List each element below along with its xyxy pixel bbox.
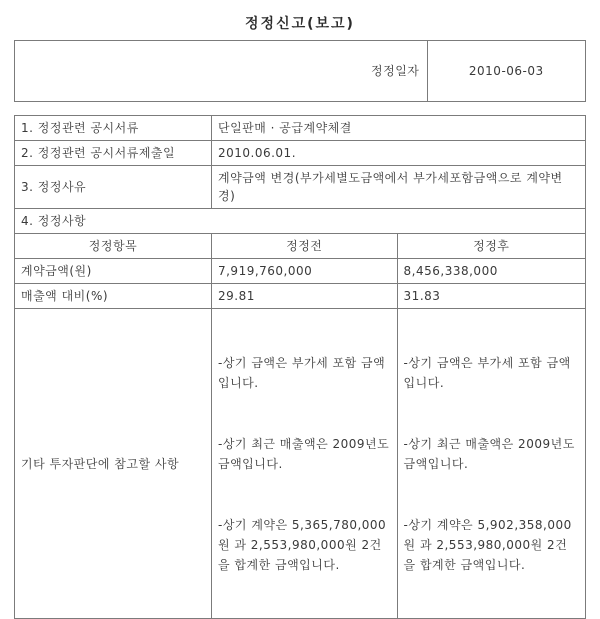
note-line: -상기 계약은 5,902,358,000원 과 2,553,980,000원 2건을 합계한 금액입니다.	[403, 517, 572, 572]
info-label-submission-date: 2. 정정관련 공시서류제출일	[15, 141, 212, 166]
note-line: -상기 최근 매출액은 2009년도 금액입니다.	[403, 436, 580, 472]
info-value-documents: 단일판매 · 공급계약체결	[211, 116, 585, 141]
row-sales-ratio	[15, 284, 586, 309]
correction-table	[14, 233, 586, 619]
col-header-item: 정정항목	[15, 234, 212, 259]
info-label-documents: 1. 정정관련 공시서류	[15, 116, 212, 141]
info-row-submission-date	[15, 141, 586, 166]
info-label-reason: 3. 정정사유	[15, 166, 212, 209]
note-line: -상기 계약은 5,365,780,000원 과 2,553,980,000원 2건을 합계한 금액입니다.	[217, 517, 387, 572]
row-contract-amount	[15, 259, 586, 284]
col-header-before: 정정전	[211, 234, 397, 259]
info-row-details	[15, 209, 586, 234]
info-row-documents	[15, 116, 586, 141]
correction-report-page	[0, 13, 600, 572]
info-value-reason: 계약금액 변경(부가세별도금액에서 부가세포함금액으로 계약변경)	[211, 166, 585, 209]
contract-amount-after: 8,456,338,000	[397, 259, 585, 284]
other-notes-after	[397, 309, 585, 619]
other-notes-label: 기타 투자판단에 참고할 사항	[15, 309, 212, 619]
date-row	[15, 41, 586, 102]
sales-ratio-after: 31.83	[397, 284, 585, 309]
date-value-cell	[428, 41, 586, 102]
contract-amount-label: 계약금액(원)	[15, 259, 212, 284]
date-value: 2010-06-03	[468, 64, 544, 78]
sales-ratio-before: 29.81	[211, 284, 397, 309]
info-table	[14, 115, 586, 234]
contract-amount-before: 7,919,760,000	[211, 259, 397, 284]
info-value-submission-date: 2010.06.01.	[211, 141, 585, 166]
row-other-notes	[15, 309, 586, 619]
note-line: -상기 최근 매출액은 2009년도 금액입니다.	[217, 436, 394, 472]
date-label-cell	[15, 41, 428, 102]
note-line: -상기 금액은 부가세 포함 금액입니다.	[217, 356, 386, 391]
other-notes-before	[211, 309, 397, 619]
info-row-reason	[15, 166, 586, 209]
date-label: 정정일자	[371, 64, 420, 78]
info-label-details: 4. 정정사항	[15, 209, 586, 234]
sales-ratio-label: 매출액 대비(%)	[15, 284, 212, 309]
col-header-after: 정정후	[397, 234, 585, 259]
date-table	[14, 40, 586, 102]
page-title: 정정신고(보고)	[245, 16, 355, 32]
correction-header-row	[15, 234, 586, 259]
note-line: -상기 금액은 부가세 포함 금액입니다.	[403, 356, 571, 391]
